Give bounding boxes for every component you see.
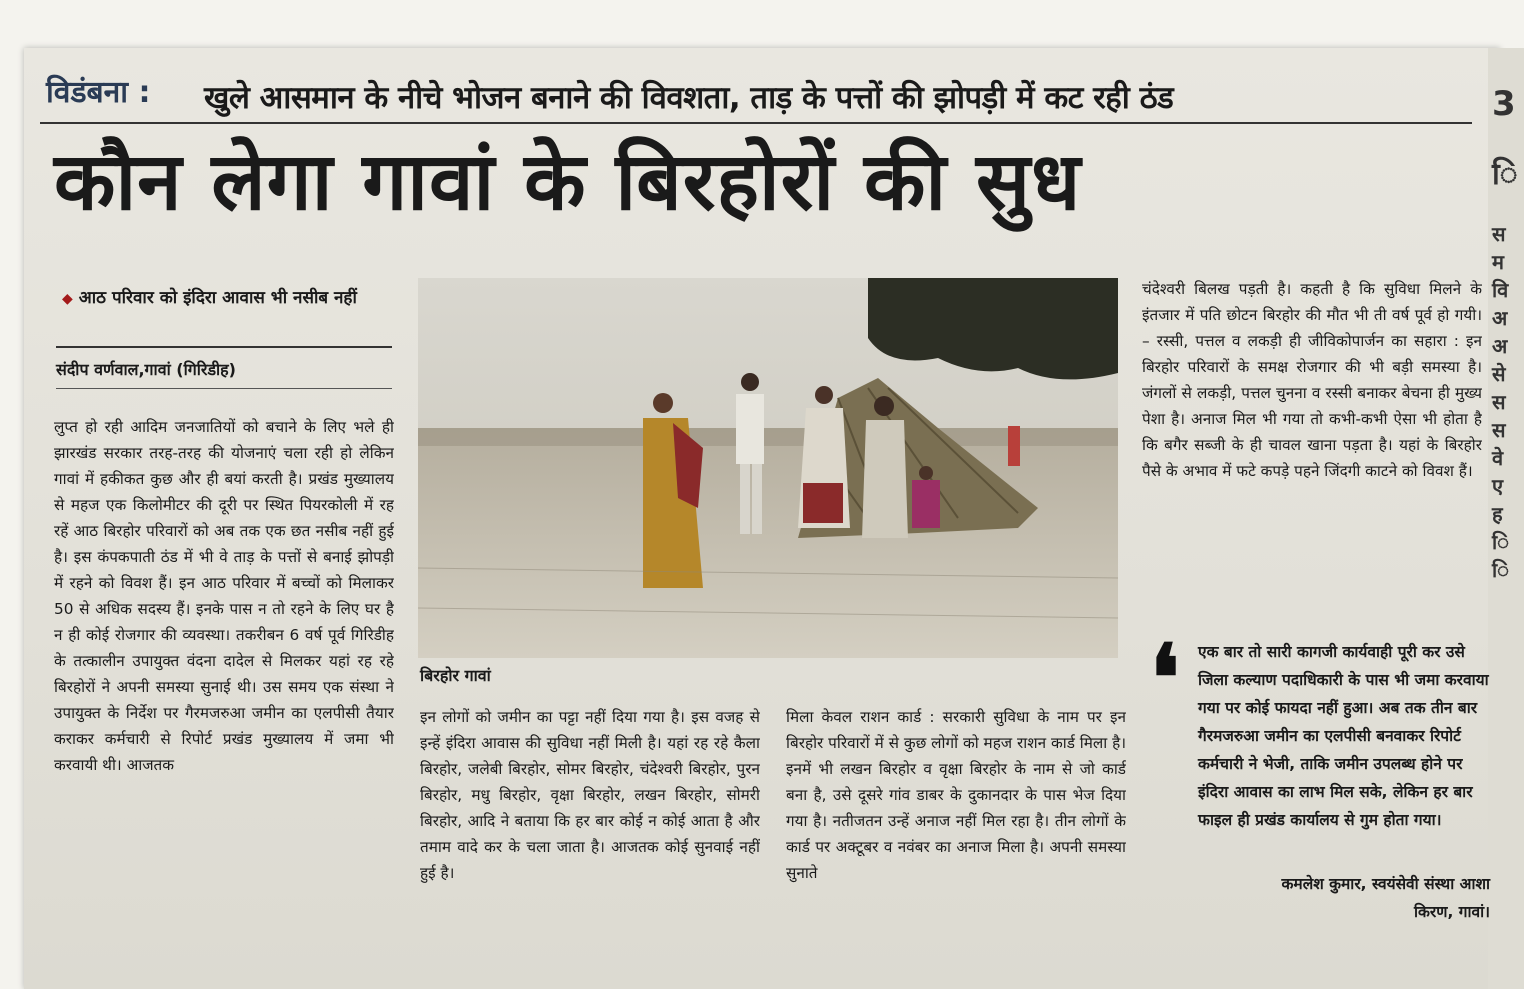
- headline: कौन लेगा गावां के बिरहोरों की सुध: [54, 135, 1082, 228]
- edge-letter: ि: [1492, 530, 1510, 554]
- edge-letter: ि: [1492, 558, 1510, 582]
- edge-letter: 3: [1492, 84, 1516, 124]
- quote-attribution: कमलेश कुमार, स्वयंसेवी संस्था आशा किरण, गावां।: [1281, 875, 1490, 921]
- adjacent-article-edge: [1488, 48, 1524, 989]
- kicker-rule: [40, 122, 1472, 124]
- article-column-1: लुप्त हो रही आदिम जनजातियों को बचाने के लिए भले ही झारखंड सरकार तरह-तरह की योजनाएं चला रही हो लेकिन गावां में हकीकत कुछ और ही बयां करती है। प्रखंड मुख्यालय से महज एक किलोमीटर की दूरी पर स्थित पियरकोली में रह रहें आठ बिरहोर परिवारों को अब तक एक छत नसीब नहीं हुई है। इस कंपकपाती ठंड में भी वे ताड़ के पत्तों से बनाई झोपड़ी में रहने को विवश हैं। इन आठ परिवार में बच्चों को मिलाकर 50 से अधिक सदस्य हैं। इनके पास न तो रहने के लिए घर है न ही कोई रोजगार की व्यवस्था। तकरीबन 6 वर्ष पूर्व गिरिडीह के तत्कालीन उपायुक्त वंदना दादेल से मिलकर यहां रह रहे बिरहोरों ने अपनी समस्या सुनाई थी। उस समय एक संस्था ने उपायुक्त के निर्देश पर गैरमजरुआ जमीन का एलपीसी तैयार कराकर कर्मचारी से रिपोर्ट प्रखंड मुख्यालय में जमा भी करवायी थी। आजतक: [54, 418, 394, 774]
- edge-letter: अ: [1492, 306, 1508, 330]
- article-photo: [418, 278, 1118, 658]
- article-column-4: चंदेश्वरी बिलख पड़ती है। कहती है कि सुविधा मिलने के इंतजार में पति छोटन बिरहोर की मौत भी ती वर्ष पूर्व हो गयी। – रस्सी, पत्तल व लकड़ी ही जीविकोपार्जन का सहारा : इन बिरहोर परिवारों के समक्ष रोजगार की भी बड़ी समस्या है। जंगलों से लकड़ी, पत्तल चुनना व रस्सी बनाकर बेचना ही मुख्य पेशा है। अनाज मिल भी गया तो कभी-कभी ऐसा भी होता है कि बगैर सब्जी के ही चावल खाना पड़ता है। यहां के बिरहोर पैसे के अभाव में फटे कपड़े पहने जिंदगी काटने को विवश हैं।: [1142, 280, 1482, 480]
- bullet-icon: ◆: [62, 291, 73, 307]
- divider: [56, 388, 392, 389]
- edge-letter: स: [1492, 222, 1506, 246]
- article-column-2: इन लोगों को जमीन का पट्टा नहीं दिया गया है। इस वजह से इन्हें इंदिरा आवास की सुविधा नहीं मिली है। यहां रह रहे कैला बिरहोर, जलेबी बिरहोर, सोमर बिरहोर, चंदेश्वरी बिरहोर, पुरन बिरहोर, मधु बिरहोर, वृक्षा बिरहोर, लखन बिरहोर, सोमरी बिरहोर, आदि ने बताया कि हर बार कोई न कोई आता है और तमाम वादे कर के चला जाता है। आजतक कोई सुनवाई नहीं हुई है।: [420, 708, 760, 882]
- subheadline: खुले आसमान के नीचे भोजन बनाने की विवशता, ताड़ के पत्तों की झोपड़ी में कट रही ठंड: [204, 80, 1174, 116]
- edge-letter: वे: [1492, 446, 1504, 470]
- edge-letter: वि: [1492, 278, 1509, 302]
- photo-caption: बिरहोर गावां: [420, 666, 491, 685]
- quote-mark-icon: ❛: [1150, 624, 1180, 732]
- edge-letter: स: [1492, 418, 1506, 442]
- edge-letter: ए: [1492, 474, 1504, 498]
- bullet-text: आठ परिवार को इंदिरा आवास भी नसीब नहीं: [78, 288, 357, 308]
- byline: संदीप वर्णवाल,गावां (गिरिडीह): [56, 360, 236, 379]
- pull-quote: एक बार तो सारी कागजी कार्यवाही पूरी कर उसे जिला कल्याण पदाधिकारी के पास भी जमा करवाया गया पर कोई फायदा नहीं हुआ। अब तक तीन बार गैरमजरुआ जमीन का एलपीसी बनवाकर रिपोर्ट कर्मचारी ने भेजी, ताकि जमीन उपलब्ध होने पर इंदिरा आवास का लाभ मिल सके, लेकिन हर बार फाइल ही प्रखंड कार्यालय से गुम होता गया।: [1198, 643, 1489, 829]
- kicker-label: विडंबना :: [46, 75, 151, 110]
- edge-letter: ह: [1492, 502, 1503, 526]
- divider: [56, 346, 392, 348]
- edge-letter: से: [1492, 362, 1506, 386]
- edge-letter: स: [1492, 390, 1506, 414]
- edge-letter: म: [1492, 250, 1504, 274]
- edge-letter: अ: [1492, 334, 1508, 358]
- bullet-point: [62, 284, 392, 313]
- edge-letter: ि: [1492, 157, 1518, 192]
- article-column-3: मिला केवल राशन कार्ड : सरकारी सुविधा के नाम पर इन बिरहोर परिवारों में से कुछ लोगों को महज राशन कार्ड मिला है। इनमें भी लखन बिरहोर व वृक्षा बिरहोर के नाम से जो कार्ड बना है, उसे दूसरे गांव डाबर के दुकानदार के पास भेज दिया गया है। नतीजतन उन्हें अनाज नहीं मिल रहा है। तीन लोगों के कार्ड पर अक्टूबर व नवंबर का अनाज मिला है। अपनी समस्या सुनाते: [786, 708, 1126, 882]
